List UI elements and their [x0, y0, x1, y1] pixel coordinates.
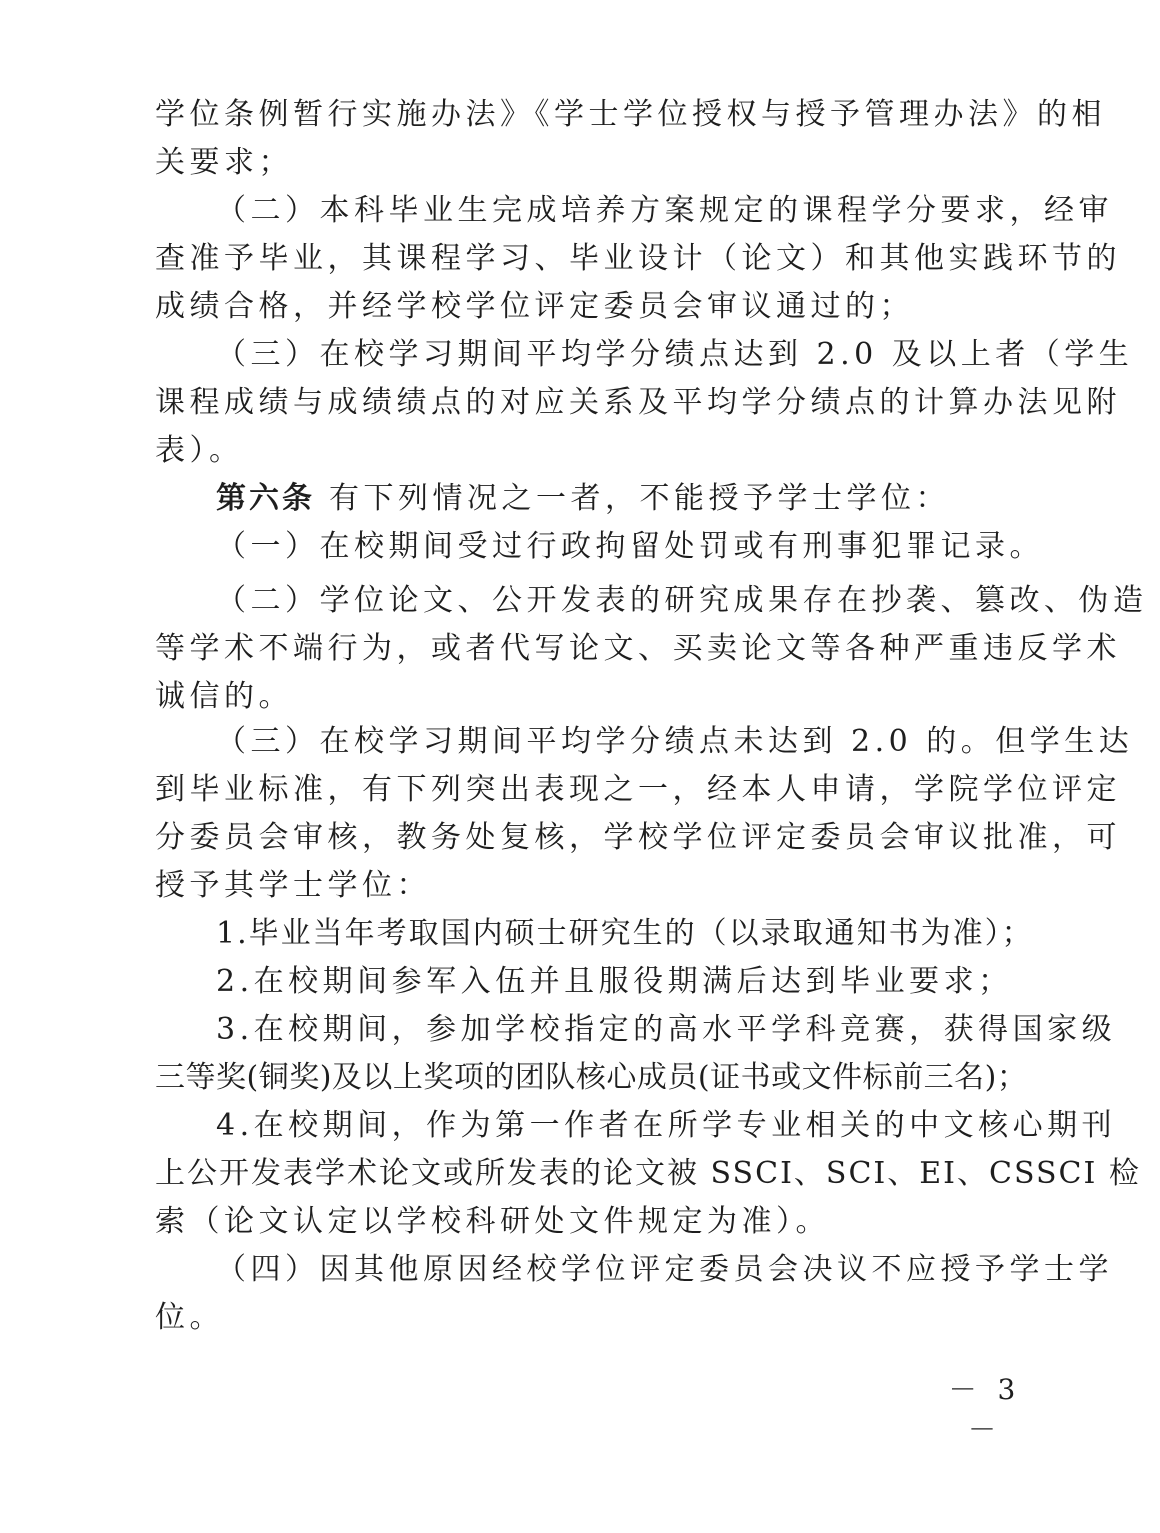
- text-line: 索（论文认定以学校科研处文件规定为准）。: [155, 1204, 830, 1239]
- article-heading: 第六条: [216, 481, 315, 516]
- text-line: 表）。: [155, 433, 244, 468]
- text-line: 三等奖(铜奖)及以上奖项的团队核心成员(证书或文件标前三名)；: [155, 1060, 1028, 1095]
- text-line: 课程成绩与成绩绩点的对应关系及平均学分绩点的计算办法见附: [155, 385, 1121, 420]
- text-line: 到毕业标准，有下列突出表现之一，经本人申请，学院学位评定: [155, 772, 1121, 807]
- text-line: 位。: [155, 1300, 224, 1335]
- text-line: 1.毕业当年考取国内硕士研究生的（以录取通知书为准）；: [216, 916, 1034, 951]
- text-line: 3.在校期间，参加学校指定的高水平学科竞赛，获得国家级: [216, 1012, 1117, 1047]
- text-line: （四）因其他原因经校学位评定委员会决议不应授予学士学: [216, 1252, 1113, 1287]
- article-six-line: [216, 475, 1026, 523]
- article-six-text: 有下列情况之一者，不能授予学士学位：: [329, 481, 951, 516]
- text-line: （一）在校期间受过行政拘留处罚或有刑事犯罪记录。: [216, 529, 1044, 564]
- text-line: （三）在校学习期间平均学分绩点达到 2.0 及以上者（学生: [216, 337, 1134, 372]
- text-line: 2.在校期间参军入伍并且服役期满后达到毕业要求；: [216, 964, 1013, 999]
- page-number: － 3 －: [948, 1373, 1022, 1446]
- text-line: （二）本科毕业生完成培养方案规定的课程学分要求，经审: [216, 193, 1113, 228]
- text-line: 等学术不端行为，或者代写论文、买卖论文等各种严重违反学术: [155, 631, 1121, 666]
- text-line: （三）在校学习期间平均学分绩点未达到 2.0 的。但学生达: [216, 724, 1134, 759]
- text-line: 成绩合格，并经学校学位评定委员会审议通过的；: [155, 289, 914, 324]
- text-line: 查准予毕业，其课程学习、毕业设计（论文）和其他实践环节的: [155, 241, 1121, 276]
- text-line: 诚信的。: [155, 679, 293, 714]
- text-line: 分委员会审核，教务处复核，学校学位评定委员会审议批准，可: [155, 820, 1121, 855]
- text-line: 关要求；: [155, 145, 293, 180]
- text-line: 学位条例暂行实施办法》《学士学位授权与授予管理办法》的相: [155, 97, 1106, 132]
- text-line: 上公开发表学术论文或所发表的论文被 SSCI、SCI、EI、CSSCI 检: [155, 1156, 1141, 1191]
- text-line: （二）学位论文、公开发表的研究成果存在抄袭、篡改、伪造: [216, 583, 1148, 618]
- text-line: 4.在校期间，作为第一作者在所学专业相关的中文核心期刊: [216, 1108, 1117, 1143]
- text-line: 授予其学士学位：: [155, 868, 431, 903]
